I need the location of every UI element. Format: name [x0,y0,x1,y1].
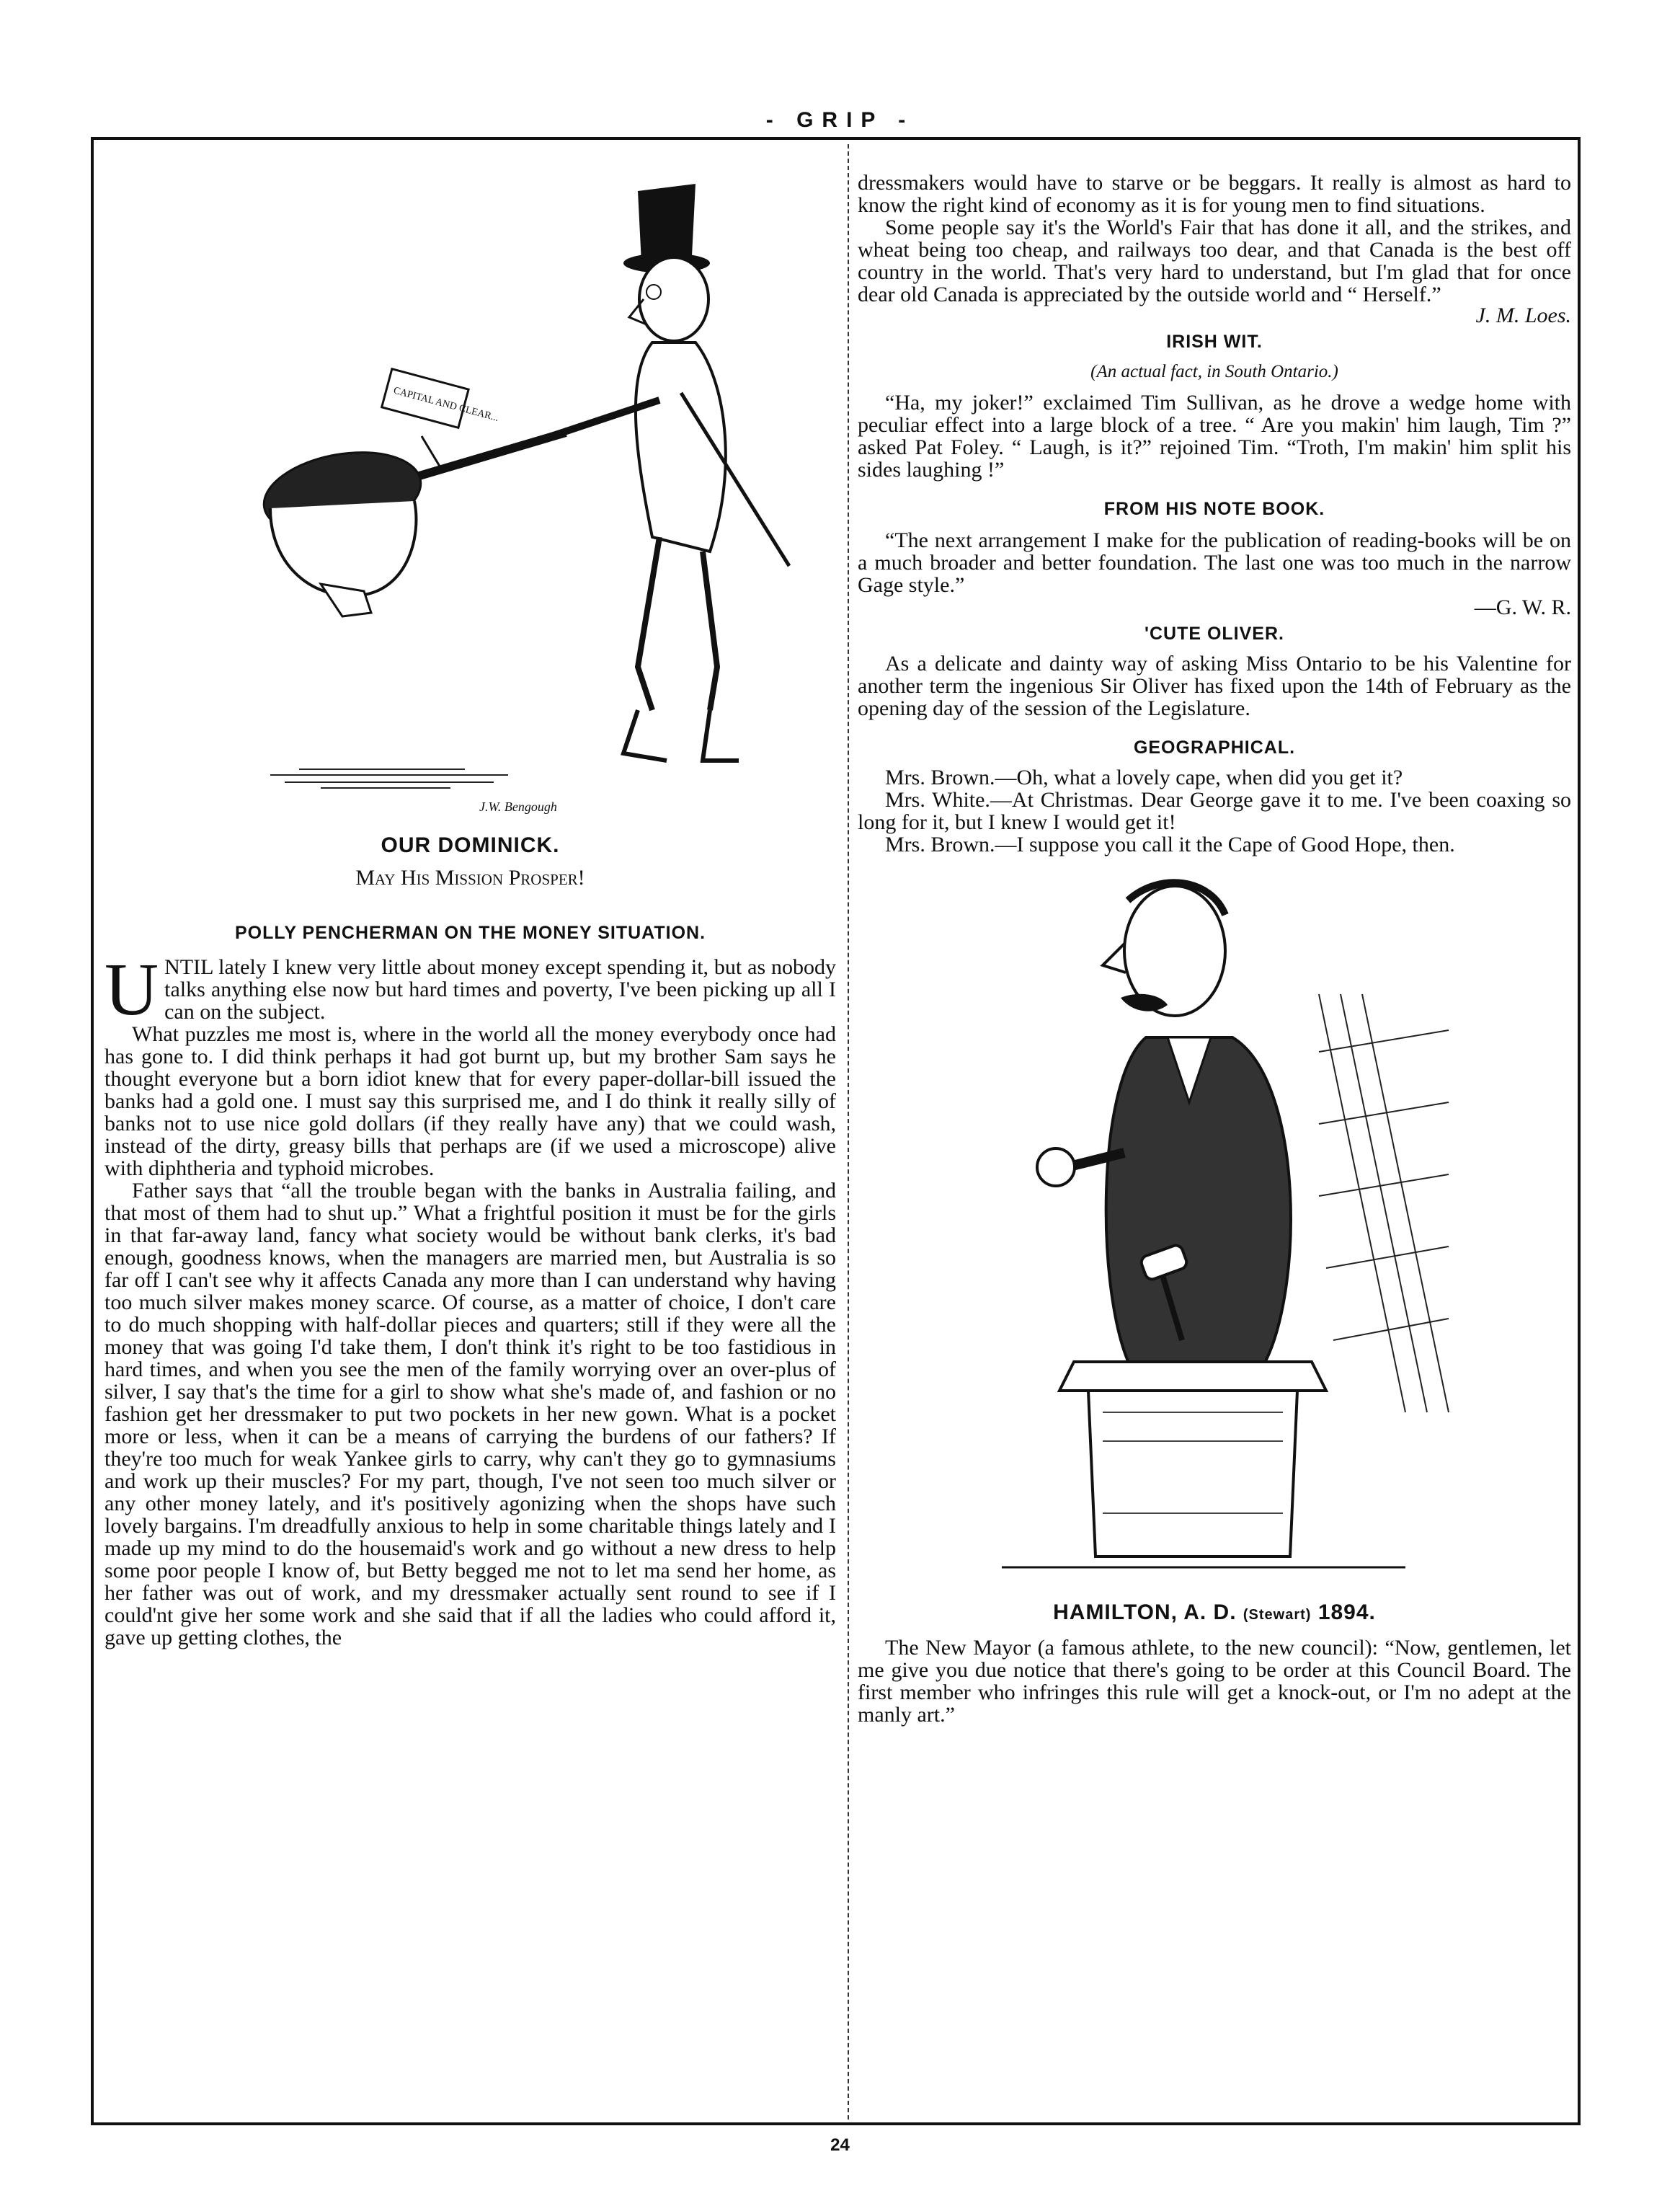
new-mayor-text: The New Mayor (a famous athlete, to the new council): “Now, gentlemen, let me give you due notice that there's going to be order at this Council Board. The first member who infringes this rule will get a knock-out, or I'm no adept at the manly art.” [858,1636,1571,1727]
masthead: - GRIP - [765,108,915,132]
polly-continued-p2: Some people say it's the World's Fair that has done it all, and the strikes, and wheat being too cheap, and railways too dear, and that Canada is the best off country in the world. That's very hard to understand, but I'm glad that for once dear old Canada is appreciated by the outside world and “ Herself.” [858,216,1571,306]
cute-oliver-text: As a delicate and dainty way of asking Miss Ontario to be his Valentine for another term the ingenious Sir Oliver has fixed upon the 14th of February as the opening day of the session of the Legislature. [858,652,1571,720]
irish-wit-text: “Ha, my joker!” exclaimed Tim Sullivan, as he drove a wedge home with peculiar effect into a large block of a tree. “ Are you makin' him laugh, Tim ?” asked Pat Foley. “ Laugh, is it?” rejoined Tim. “Troth, I'm makin' him split his sides laughing !” [858,391,1571,482]
right-column [858,172,1571,1726]
note-book-signature: —G. W. R. [1474,595,1571,619]
left-column [105,162,836,1649]
note-book-title: FROM HIS NOTE BOOK. [1103,499,1325,519]
cartoon-caption: OUR DOMINICK. [381,833,560,857]
column-divider [848,144,850,2120]
polly-paragraph [105,948,836,1031]
polly-article-title: POLLY PENCHERMAN ON THE MONEY SITUATION. [234,923,706,943]
hamilton-stewart: (Stewart) [1243,1607,1312,1623]
geographical-line-1: Mrs. Brown.—Oh, what a lovely cape, when did you get it? [885,766,1403,789]
geographical-line-3: Mrs. Brown.—I suppose you call it the Cape of Good Hope, then. [885,833,1455,856]
our-dominick-cartoon [105,162,836,825]
hamilton-caption [858,1601,1571,1626]
note-book-text: “The next arrangement I make for the publication of reading-books will be on a much broader and better foundation. The last one was too much in the narrow Gage style.” [858,528,1571,597]
geographical-title: GEOGRAPHICAL. [1133,738,1296,758]
polly-p2: What puzzles me most is, where in the world all the money everybody once had has gone to. I did think perhaps it had got burnt up, but my brother Sam says he thought everyone but a born idiot knew that for every paper-dollar-bill issued the banks had a gold one. I must say this surprised me, and I do think it really silly of banks not to use nice gold dollars (if they really have any) that we could wash, instead of the dirty, greasy bills that perhaps are (if we used a microscope) alive with diphtheria and typhoid microbes. [105,1022,836,1180]
pan-sign-text: CAPITAL AND CLEAR... [392,385,500,424]
polly-p1: NTIL lately I knew very little about money except spending it, but as nobody talks anything else now but hard times and poverty, I've been picking up all I can on the subject. [164,955,836,1024]
hamilton-year: 1894. [1317,1600,1376,1624]
geographical-line-2: Mrs. White.—At Christmas. Dear George gave it to me. I've been coaxing so long for it, but I knew I would get it! [858,788,1571,834]
cartoon-subcaption: May His Mission Prosper! [355,866,585,890]
polly-signature: J. M. Loes. [1475,304,1571,327]
irish-wit-subtitle: (An actual fact, in South Ontario.) [1090,362,1338,381]
page-number: 24 [830,2135,850,2155]
polly-continued-p1: dressmakers would have to starve or be beggars. It really is almost as hard to know the right kind of economy as it is for young men to find situations. [858,171,1571,217]
irish-wit-title: IRISH WIT. [1166,332,1263,352]
polly-p3: Father says that “all the trouble began with the banks in Australia failing, and that most of them had to shut up.” What a frightful position it must be for the girls in that far-away land, fancy what society would be without bank clerks, it's bad enough, goodness knows, when the managers are married men, but Australia is so far off I can't see why it affects Canada any more than I can understand why having too much silver makes money scarce. Of course, as a matter of choice, I don't care to do much shopping with half-dollar pieces and quarters; still if they were all the money that was going I'd take them, I don't think it's right to be too fastidious in hard times, and when you see the men of the family worrying over an over-plus of silver, I say that's the time for a girl to show what she's made of, and fashion or no fashion get her dressmaker to put two pockets in her new gown. What is a pocket more or less, when it can be a means of carrying the burdens of our fathers? If they're too much for weak Yankee girls to carry, why can't they go to gymnasiums and work up their muscles? For my part, though, I've not seen too much silver or any other money lately, and it's positively agonizing when the shops have such lovely bargains. I'm dreadfully anxious to help in some charitable things lately and I made up my mind to do the housemaid's work and go without a new dress to help some poor people I know of, but Betty begged me not to let ma send her home, as her father was out of work, and my dressmaker actually sent round to see if I could'nt give her some work and she said that if all the ladies who could afford it, gave up getting clothes, the [105,1179,836,1649]
artist-signature: J.W. Bengough [479,800,557,814]
hamilton-title: HAMILTON, A. D. [1053,1600,1237,1624]
cute-oliver-title: 'CUTE OLIVER. [1145,624,1284,644]
dropcap: U [105,948,159,1031]
polly-article [105,948,836,1649]
hamilton-cartoon [858,864,1571,1593]
